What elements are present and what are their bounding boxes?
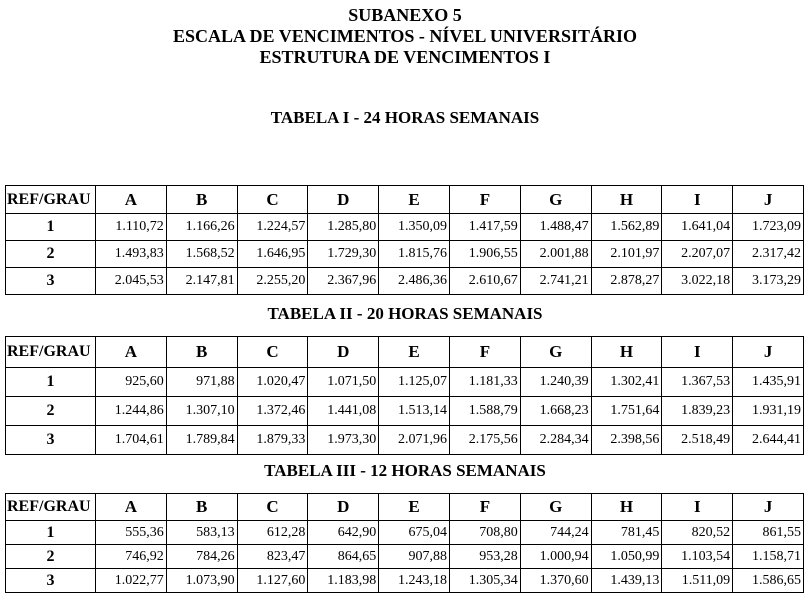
table-header-row — [6, 494, 804, 521]
value-cell: 1.285,80 — [308, 214, 379, 241]
value-cell: 746,92 — [96, 545, 167, 569]
grade-header: E — [379, 494, 450, 521]
ref-cell: 3 — [6, 569, 96, 593]
value-cell: 1.125,07 — [379, 368, 450, 397]
value-cell: 1.302,41 — [591, 368, 662, 397]
document-header — [0, 5, 810, 68]
value-cell: 1.240,39 — [520, 368, 591, 397]
value-cell: 1.372,46 — [237, 397, 308, 426]
ref-grau-header: REF/GRAU — [6, 337, 96, 368]
value-cell: 612,28 — [237, 521, 308, 545]
table-row — [6, 241, 804, 268]
value-cell: 1.568,52 — [166, 241, 237, 268]
value-cell: 861,55 — [733, 521, 804, 545]
value-cell: 1.000,94 — [520, 545, 591, 569]
value-cell: 1.367,53 — [662, 368, 733, 397]
grade-header: G — [520, 494, 591, 521]
value-cell: 1.562,89 — [591, 214, 662, 241]
value-cell: 1.729,30 — [308, 241, 379, 268]
ref-cell: 2 — [6, 241, 96, 268]
grade-header: B — [166, 494, 237, 521]
grade-header: D — [308, 494, 379, 521]
value-cell: 583,13 — [166, 521, 237, 545]
ref-cell: 2 — [6, 397, 96, 426]
value-cell: 642,90 — [308, 521, 379, 545]
value-cell: 1.103,54 — [662, 545, 733, 569]
grade-header: A — [96, 337, 167, 368]
value-cell: 823,47 — [237, 545, 308, 569]
grade-header: D — [308, 186, 379, 214]
table-title: TABELA II - 20 HORAS SEMANAIS — [267, 304, 543, 323]
grade-header: F — [449, 186, 520, 214]
value-cell: 781,45 — [591, 521, 662, 545]
value-cell: 1.973,30 — [308, 426, 379, 455]
grade-header: I — [662, 186, 733, 214]
value-cell: 1.071,50 — [308, 368, 379, 397]
structure-title: ESTRUTURA DE VENCIMENTOS I — [259, 47, 551, 67]
ref-cell: 1 — [6, 214, 96, 241]
value-cell: 1.513,14 — [379, 397, 450, 426]
grade-header: F — [449, 337, 520, 368]
value-cell: 1.641,04 — [662, 214, 733, 241]
ref-cell: 1 — [6, 368, 96, 397]
value-cell: 784,26 — [166, 545, 237, 569]
ref-cell: 1 — [6, 521, 96, 545]
value-cell: 3.173,29 — [733, 268, 804, 295]
value-cell: 820,52 — [662, 521, 733, 545]
value-cell: 1.110,72 — [96, 214, 167, 241]
value-cell: 2.255,20 — [237, 268, 308, 295]
value-cell: 2.644,41 — [733, 426, 804, 455]
value-cell: 1.441,08 — [308, 397, 379, 426]
value-cell: 1.158,71 — [733, 545, 804, 569]
value-cell: 2.398,56 — [591, 426, 662, 455]
value-cell: 2.071,96 — [379, 426, 450, 455]
grade-header: G — [520, 337, 591, 368]
value-cell: 1.307,10 — [166, 397, 237, 426]
value-cell: 1.586,65 — [733, 569, 804, 593]
grade-header: I — [662, 494, 733, 521]
value-cell: 1.488,47 — [520, 214, 591, 241]
value-cell: 1.879,33 — [237, 426, 308, 455]
value-cell: 1.646,95 — [237, 241, 308, 268]
table-header-row — [6, 186, 804, 214]
value-cell: 675,04 — [379, 521, 450, 545]
grade-header: E — [379, 186, 450, 214]
grade-header: J — [733, 494, 804, 521]
grade-header: G — [520, 186, 591, 214]
value-cell: 1.789,84 — [166, 426, 237, 455]
value-cell: 1.244,86 — [96, 397, 167, 426]
table-title: TABELA I - 24 HORAS SEMANAIS — [270, 108, 540, 127]
value-cell: 1.417,59 — [449, 214, 520, 241]
value-cell: 1.723,09 — [733, 214, 804, 241]
grade-header: D — [308, 337, 379, 368]
table-row — [6, 521, 804, 545]
value-cell: 925,60 — [96, 368, 167, 397]
grade-header: C — [237, 337, 308, 368]
grade-header: A — [96, 186, 167, 214]
scale-title: ESCALA DE VENCIMENTOS - NÍVEL UNIVERSITÁRIO — [173, 26, 637, 46]
value-cell: 2.045,53 — [96, 268, 167, 295]
value-cell: 1.704,61 — [96, 426, 167, 455]
ref-cell: 2 — [6, 545, 96, 569]
value-cell: 744,24 — [520, 521, 591, 545]
value-cell: 1.931,19 — [733, 397, 804, 426]
value-cell: 1.166,26 — [166, 214, 237, 241]
value-cell: 1.073,90 — [166, 569, 237, 593]
value-cell: 3.022,18 — [662, 268, 733, 295]
value-cell: 1.493,83 — [96, 241, 167, 268]
ref-grau-header: REF/GRAU — [6, 494, 96, 521]
table-row — [6, 569, 804, 593]
value-cell: 2.486,36 — [379, 268, 450, 295]
value-cell: 2.284,34 — [520, 426, 591, 455]
value-cell: 1.050,99 — [591, 545, 662, 569]
value-cell: 1.668,23 — [520, 397, 591, 426]
value-cell: 2.207,07 — [662, 241, 733, 268]
value-cell: 1.839,23 — [662, 397, 733, 426]
value-cell: 1.439,13 — [591, 569, 662, 593]
table-row — [6, 268, 804, 295]
table-row — [6, 397, 804, 426]
value-cell: 907,88 — [379, 545, 450, 569]
grade-header: J — [733, 186, 804, 214]
table-row — [6, 426, 804, 455]
salary-table — [5, 185, 804, 295]
grade-header: H — [591, 186, 662, 214]
value-cell: 2.317,42 — [733, 241, 804, 268]
value-cell: 2.175,56 — [449, 426, 520, 455]
ref-cell: 3 — [6, 268, 96, 295]
value-cell: 2.518,49 — [662, 426, 733, 455]
grade-header: E — [379, 337, 450, 368]
value-cell: 2.367,96 — [308, 268, 379, 295]
value-cell: 1.305,34 — [449, 569, 520, 593]
grade-header: B — [166, 186, 237, 214]
value-cell: 1.588,79 — [449, 397, 520, 426]
value-cell: 2.610,67 — [449, 268, 520, 295]
table-row — [6, 545, 804, 569]
table-row — [6, 214, 804, 241]
value-cell: 708,80 — [449, 521, 520, 545]
grade-header: B — [166, 337, 237, 368]
value-cell: 1.127,60 — [237, 569, 308, 593]
value-cell: 864,65 — [308, 545, 379, 569]
value-cell: 2.741,21 — [520, 268, 591, 295]
table-row — [6, 368, 804, 397]
value-cell: 1.906,55 — [449, 241, 520, 268]
salary-table — [5, 493, 804, 593]
ref-grau-header: REF/GRAU — [6, 186, 96, 214]
table-header-row — [6, 337, 804, 368]
grade-header: H — [591, 494, 662, 521]
ref-cell: 3 — [6, 426, 96, 455]
grade-header: A — [96, 494, 167, 521]
value-cell: 1.181,33 — [449, 368, 520, 397]
value-cell: 1.435,91 — [733, 368, 804, 397]
table-title: TABELA III - 12 HORAS SEMANAIS — [264, 461, 546, 480]
value-cell: 2.101,97 — [591, 241, 662, 268]
grade-header: C — [237, 494, 308, 521]
value-cell: 555,36 — [96, 521, 167, 545]
grade-header: J — [733, 337, 804, 368]
value-cell: 953,28 — [449, 545, 520, 569]
value-cell: 1.511,09 — [662, 569, 733, 593]
value-cell: 1.183,98 — [308, 569, 379, 593]
value-cell: 1.370,60 — [520, 569, 591, 593]
value-cell: 971,88 — [166, 368, 237, 397]
grade-header: I — [662, 337, 733, 368]
salary-table — [5, 336, 804, 455]
value-cell: 1.350,09 — [379, 214, 450, 241]
value-cell: 1.224,57 — [237, 214, 308, 241]
grade-header: F — [449, 494, 520, 521]
value-cell: 2.878,27 — [591, 268, 662, 295]
value-cell: 2.147,81 — [166, 268, 237, 295]
grade-header: H — [591, 337, 662, 368]
value-cell: 1.022,77 — [96, 569, 167, 593]
value-cell: 1.243,18 — [379, 569, 450, 593]
annex-title: SUBANEXO 5 — [348, 5, 462, 25]
value-cell: 1.751,64 — [591, 397, 662, 426]
grade-header: C — [237, 186, 308, 214]
value-cell: 2.001,88 — [520, 241, 591, 268]
value-cell: 1.020,47 — [237, 368, 308, 397]
value-cell: 1.815,76 — [379, 241, 450, 268]
